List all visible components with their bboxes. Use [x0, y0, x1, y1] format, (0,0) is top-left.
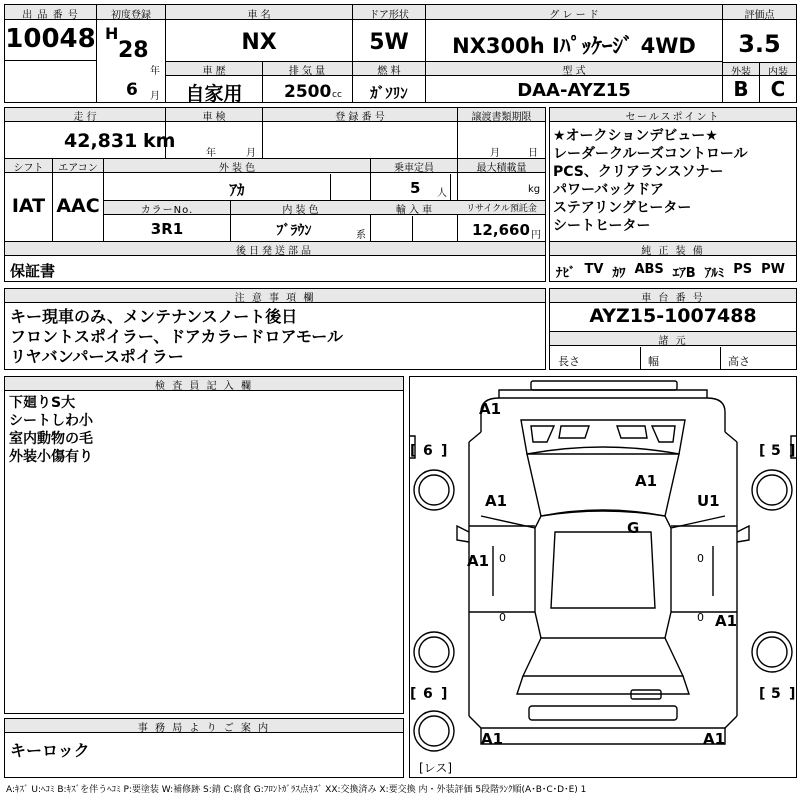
- displacement: 2500: [284, 82, 332, 102]
- mark-windshield: G: [627, 519, 640, 537]
- sales-point: PCS、クリアランスソナー: [553, 164, 724, 180]
- model: DAA-AYZ15: [517, 80, 631, 101]
- sales-point: ステアリングヒーター: [553, 200, 692, 216]
- dims-width: 幅: [648, 355, 659, 368]
- recycle-label: リサイクル預託金: [466, 204, 537, 214]
- inspector-line: シートしわ小: [9, 413, 93, 429]
- sales-points-label: セールスポイント: [625, 112, 721, 123]
- capacity: 5: [410, 179, 421, 197]
- transfer-day-unit: 日: [528, 148, 538, 159]
- transfer-label: 譲渡書類期限: [471, 112, 532, 123]
- first-reg-year-unit: 年: [150, 66, 160, 77]
- capacity-label: 乗車定員: [394, 163, 434, 174]
- plate-label: 登 録 番 号: [335, 112, 385, 123]
- chassis-label: 車 台 番 号: [641, 293, 705, 304]
- notes-list: [10, 307, 540, 367]
- displacement-unit: cc: [332, 90, 342, 100]
- mark-hood: A1: [635, 472, 658, 490]
- tire-rl-label: 6: [423, 686, 433, 702]
- mark-rear-left: A1: [481, 730, 504, 748]
- note-line: リヤバンパースポイラー: [10, 347, 184, 366]
- mark-rear-right: A1: [703, 730, 726, 748]
- dims-length: 長さ: [558, 355, 580, 368]
- inspector-notes: [9, 394, 389, 466]
- grade: NX300h Iﾊﾟｯｹｰｼﾞ 4WD: [452, 34, 696, 58]
- max-load-label: 最大積載量: [476, 163, 527, 174]
- inspection-year-unit: 年: [206, 148, 216, 159]
- sales-point: ★オークションデビュー★: [553, 128, 718, 144]
- door-type: 5W: [369, 30, 409, 55]
- shift: IAT: [11, 195, 46, 217]
- inspector-label: 検 査 員 記 入 欄: [155, 381, 253, 392]
- mileage-unit: km: [143, 130, 176, 152]
- ext-color-label: 外 装 色: [218, 163, 256, 174]
- legend: A:ｷｽﾞ U:ﾍｺﾐ B:ｷｽﾞを伴うﾍｺﾐ P:要塗装 W:補修跡 S:錆 C:腐食 G:ﾌﾛﾝﾄｶﾞﾗｽ点ｷｽﾞ XX:交換済み X:要交換 内・外装評価 5段階ﾗﾝｸ順(A･B･C･D･E) 1: [6, 785, 587, 795]
- sales-point: レーダークルーズコントロール: [553, 146, 748, 162]
- equipment-item: PS: [733, 262, 753, 277]
- first-reg-month: 6: [126, 80, 138, 100]
- aircon-label: エアコン: [58, 163, 98, 174]
- equipment-item: ﾅﾋﾞ: [556, 266, 576, 281]
- sales-point: シートヒーター: [553, 218, 651, 234]
- shift-label: シフト: [13, 163, 44, 174]
- svg-text:[: [: [759, 686, 766, 702]
- aircon: AAC: [56, 195, 100, 217]
- recycle-unit: 円: [531, 230, 541, 241]
- notes-label: 注 意 事 項 欄: [234, 293, 316, 304]
- history-label: 車 歴: [202, 66, 226, 77]
- zero-mark: 0: [697, 552, 704, 565]
- zero-mark: 0: [697, 611, 704, 624]
- int-score: C: [770, 77, 786, 101]
- car-diagram: [409, 376, 797, 778]
- first-reg-year: 28: [118, 38, 149, 63]
- import-label: 輸 入 車: [395, 205, 433, 216]
- sales-points-list: [553, 127, 793, 235]
- inspection-label: 車 検: [202, 112, 226, 123]
- mark-front-fender-left: A1: [485, 492, 508, 510]
- svg-text:]: ]: [441, 686, 448, 702]
- ext-score: B: [733, 77, 749, 101]
- int-color: ﾌﾞﾗｳﾝ: [276, 223, 312, 239]
- int-score-label: 内装: [768, 67, 788, 78]
- car-name: NX: [241, 30, 277, 55]
- transfer-month-unit: 月: [490, 148, 500, 159]
- note-line: キー現車のみ、メンテナンスノート後日: [10, 307, 298, 326]
- displacement-label: 排 気 量: [288, 66, 326, 77]
- svg-text:[: [: [759, 443, 766, 459]
- int-color-unit: 系: [356, 230, 366, 241]
- chassis-number: AYZ15-1007488: [589, 305, 757, 327]
- spare-label: [レス]: [419, 761, 453, 775]
- recycle: 12,660: [472, 221, 530, 239]
- capacity-unit: 人: [437, 188, 447, 199]
- mileage: 42,831: [64, 130, 138, 152]
- tire-fl-label: 6: [423, 443, 433, 459]
- tire-rr-label: 5: [771, 686, 781, 702]
- model-label: 型 式: [562, 66, 586, 77]
- history: 自家用: [185, 83, 243, 105]
- later-parts: 保証書: [10, 262, 56, 280]
- equipment-list: [556, 262, 792, 281]
- equipment-label: 純 正 装 備: [641, 246, 705, 257]
- mark-rear-door-right: A1: [715, 612, 738, 630]
- inspection-month-unit: 月: [246, 148, 256, 159]
- svg-text:[: [: [410, 686, 417, 702]
- dims-label: 諸 元: [658, 336, 688, 347]
- inspector-line: 外装小傷有り: [9, 449, 93, 465]
- first-reg-era: H: [105, 24, 119, 43]
- tire-fr-label: 5: [771, 443, 781, 459]
- lot-label: 出 品 番 号: [22, 10, 79, 21]
- svg-text:]: ]: [789, 686, 796, 702]
- equipment-item: PW: [761, 262, 785, 277]
- ext-score-label: 外装: [731, 67, 751, 78]
- svg-text:]: ]: [789, 443, 796, 459]
- mark-door-left: A1: [467, 552, 490, 570]
- mark-front-fender-right: U1: [697, 492, 720, 510]
- equipment-item: ABS: [634, 262, 664, 277]
- lot-number: 10048: [5, 24, 96, 54]
- ext-color: ｱｶ: [229, 181, 245, 199]
- score-label: 評価点: [744, 10, 775, 21]
- inspector-line: 室内動物の毛: [9, 431, 93, 447]
- zero-mark: 0: [499, 552, 506, 565]
- equipment-item: ｱﾙﾐ: [704, 266, 725, 281]
- fuel-label: 燃 料: [377, 66, 401, 77]
- color-no: 3R1: [150, 220, 184, 238]
- first-reg-month-unit: 月: [150, 91, 160, 102]
- fuel: ｶﾞｿﾘﾝ: [370, 84, 408, 102]
- door-label: ドア形状: [369, 10, 409, 21]
- grade-label: グ レ ー ド: [549, 10, 599, 21]
- note-line: フロントスポイラー、ドアカラードロアモール: [10, 327, 343, 346]
- office-note: キーロック: [10, 741, 90, 760]
- zero-mark: 0: [499, 611, 506, 624]
- svg-text:]: ]: [441, 443, 448, 459]
- tire-fl-bracket: [: [410, 443, 417, 459]
- sales-point: パワーバックドア: [553, 182, 664, 198]
- first-reg-label: 初度登録: [111, 10, 151, 21]
- equipment-item: ｴｱB: [672, 266, 696, 281]
- dims-height: 高さ: [728, 355, 750, 368]
- later-parts-label: 後日発送部品: [236, 246, 314, 257]
- mileage-label: 走 行: [73, 112, 97, 123]
- car-name-label: 車 名: [247, 10, 271, 21]
- int-color-label: 内 装 色: [282, 205, 319, 216]
- inspector-line: 下廻りS大: [9, 395, 76, 411]
- equipment-item: ｶﾜ: [612, 266, 626, 281]
- equipment-item: TV: [584, 262, 604, 277]
- office-label: 事 務 局 よ り ご 案 内: [137, 723, 271, 734]
- color-no-label: カラーNo.: [140, 205, 194, 216]
- mark-front-bumper: A1: [479, 400, 502, 418]
- score-value: 3.5: [738, 30, 781, 58]
- max-load-unit: kg: [528, 184, 541, 195]
